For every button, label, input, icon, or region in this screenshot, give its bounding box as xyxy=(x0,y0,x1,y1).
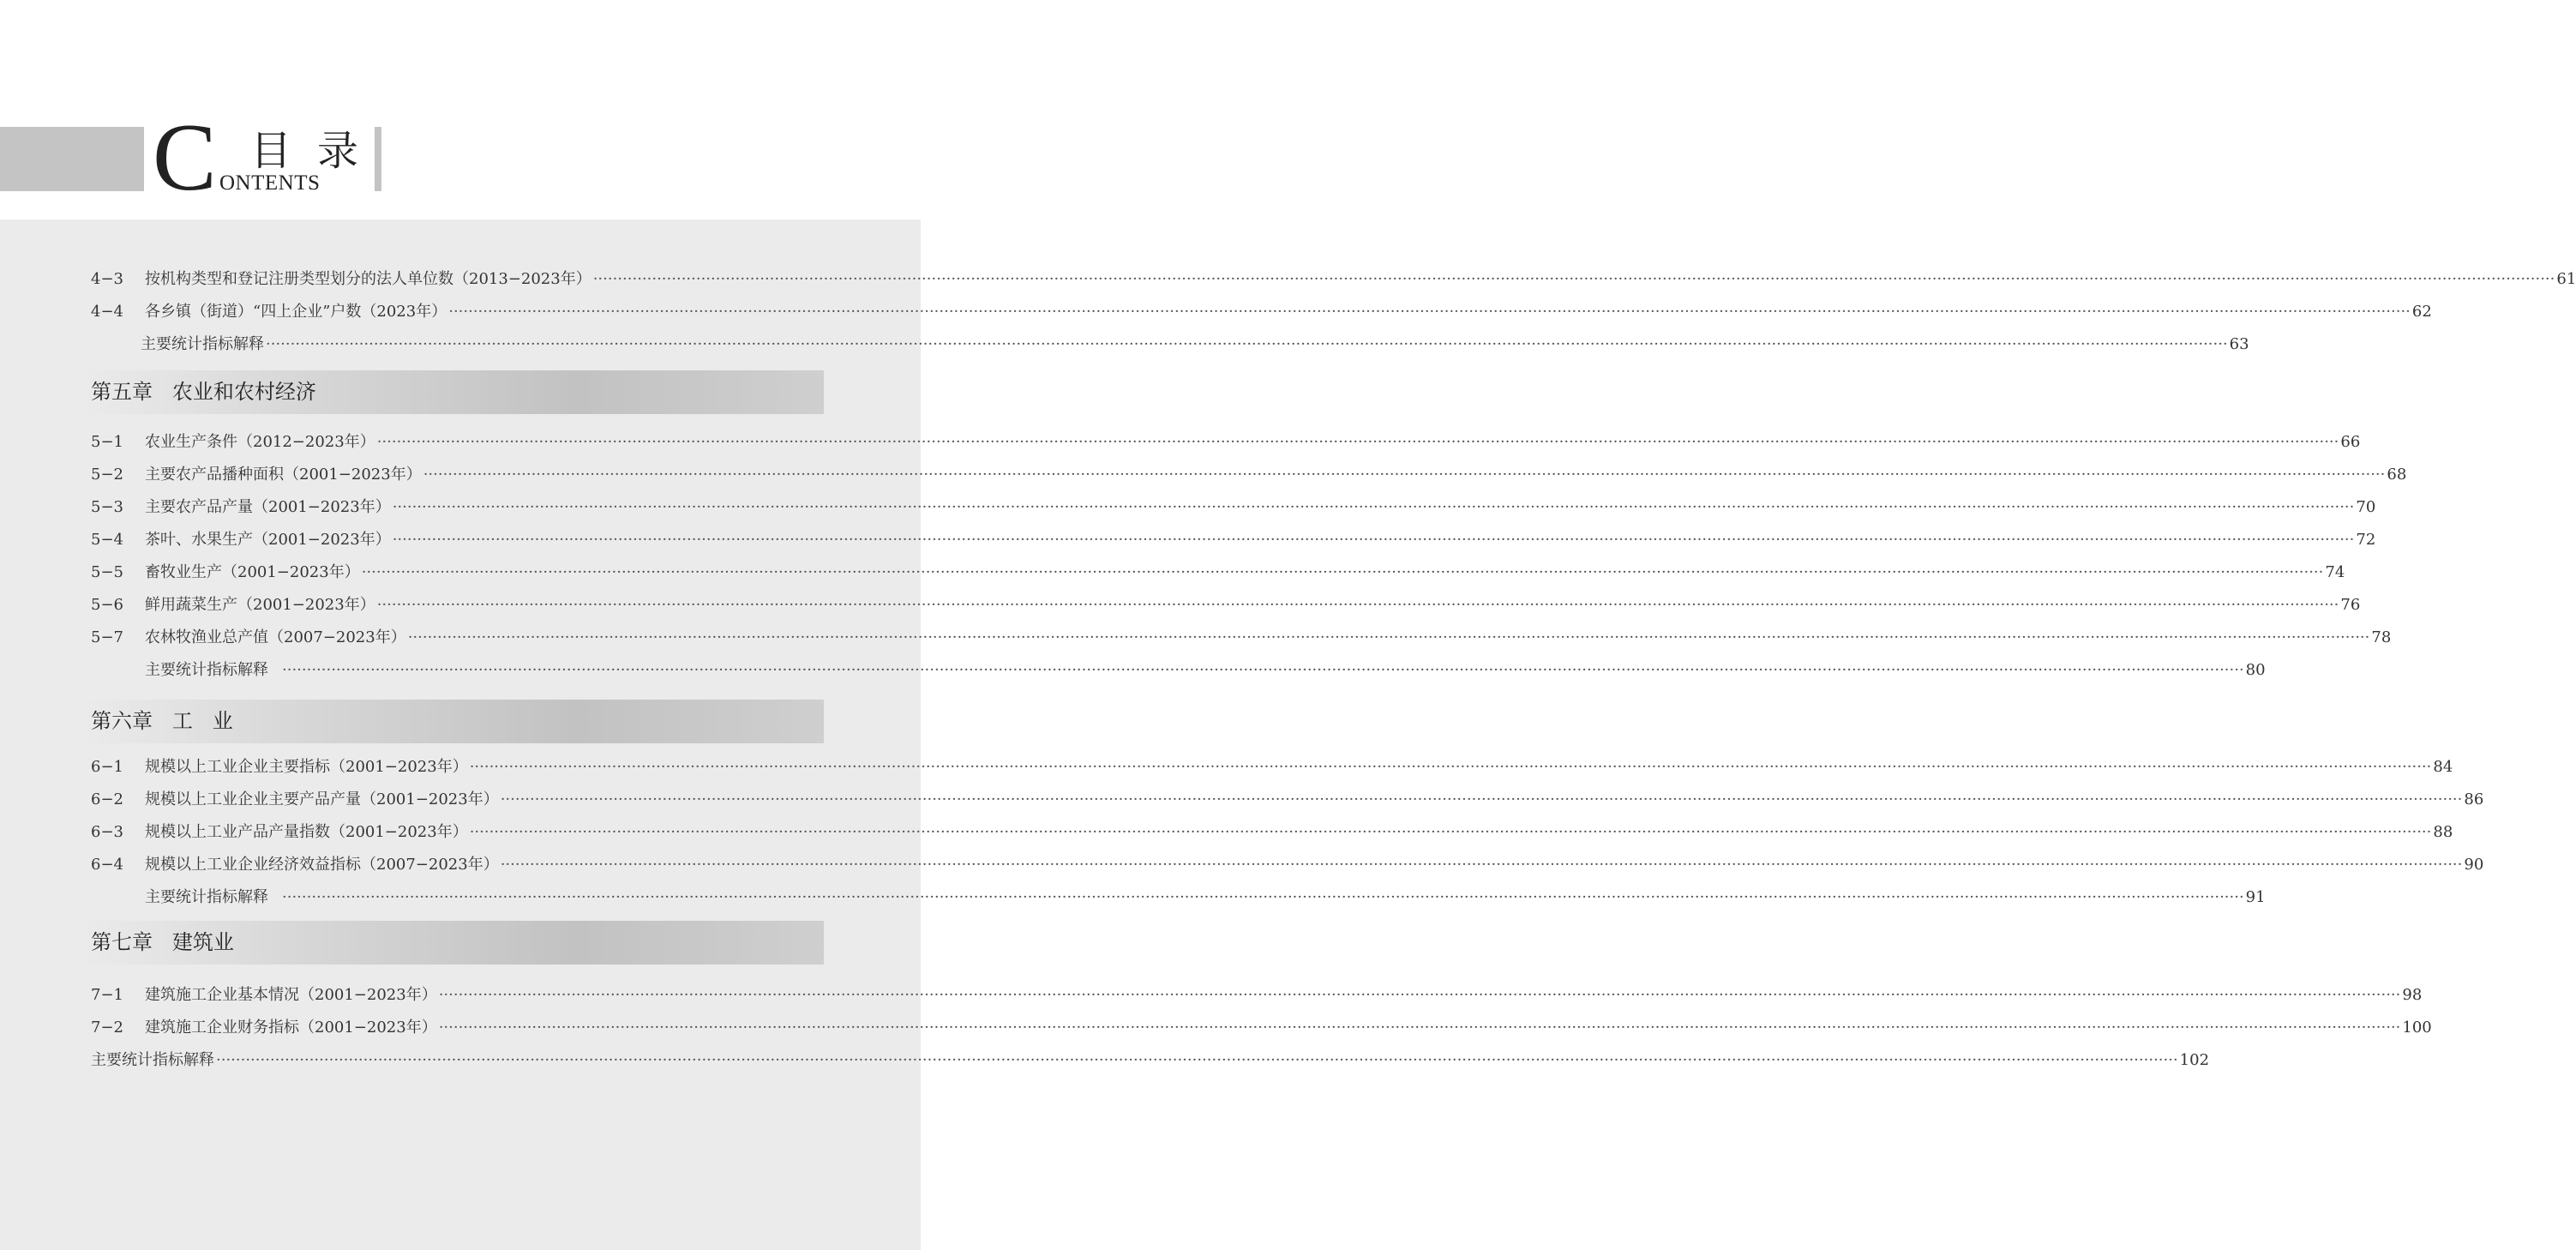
toc-entry-number: 5−2 xyxy=(91,466,123,484)
toc-entry[interactable] xyxy=(91,788,2484,812)
toc-entry-number: 6−3 xyxy=(91,823,123,841)
toc-entry[interactable] xyxy=(91,561,2345,585)
chapter-heading-bar[interactable] xyxy=(0,921,824,965)
toc-entry-number: 5−7 xyxy=(91,628,123,646)
toc-entry-number: 5−3 xyxy=(91,498,123,516)
toc-entry-number: 7−2 xyxy=(91,1019,123,1037)
toc-leader-dots: ················································································································································································································································································································································································································ xyxy=(376,433,2339,451)
toc-entry[interactable] xyxy=(91,300,2432,324)
toc-entry[interactable] xyxy=(91,1049,2210,1073)
toc-entry-number: 5−1 xyxy=(91,433,123,451)
toc-entry-page: 63 xyxy=(2229,335,2249,353)
toc-entry-title: 建筑施工企业财务指标（2001−2023年） xyxy=(145,1019,437,1037)
chapter-title: 第七章 建筑业 xyxy=(91,930,234,954)
toc-leader-dots: ················································································································································································································································································································································································································ xyxy=(282,661,2244,679)
toc-entry-page: 90 xyxy=(2464,856,2484,874)
toc-entry-page: 102 xyxy=(2179,1051,2210,1069)
chapter-title: 第五章 农业和农村经济 xyxy=(91,380,316,404)
toc-entry-number: 4−4 xyxy=(91,303,123,321)
toc-leader-dots: ················································································································································································································································································································································································································ xyxy=(448,303,2411,321)
chapter-heading-bar[interactable] xyxy=(0,370,824,414)
toc-entry-title: 鲜用蔬菜生产（2001−2023年） xyxy=(145,596,375,614)
toc-entry-page: 76 xyxy=(2340,596,2361,614)
chapter-heading-bar[interactable] xyxy=(0,700,824,743)
toc-entry-number: 5−4 xyxy=(91,531,123,549)
toc-entry-title: 畜牧业生产（2001−2023年） xyxy=(145,563,360,581)
toc-entry-title: 规模以上工业企业经济效益指标（2007−2023年） xyxy=(145,856,499,874)
toc-entry-number: 4−3 xyxy=(91,270,123,288)
toc-leader-dots: ················································································································································································································································································································································································································ xyxy=(438,986,2401,1004)
toc-entry-title: 农林牧渔业总产值（2007−2023年） xyxy=(145,628,406,646)
toc-entry-page: 72 xyxy=(2356,531,2376,549)
toc-entry[interactable] xyxy=(91,626,2392,650)
toc-entry[interactable] xyxy=(91,886,2266,910)
toc-entry-number: 6−4 xyxy=(91,856,123,874)
toc-entry-page: 62 xyxy=(2411,303,2432,321)
toc-entry-title: 各乡镇（街道）“四上企业”户数（2023年） xyxy=(145,303,447,321)
toc-entry-title: 规模以上工业企业主要指标（2001−2023年） xyxy=(145,758,468,776)
toc-leader-dots: ················································································································································································································································································································································································································ xyxy=(282,888,2244,906)
toc-entry-title: 主要统计指标解释 xyxy=(145,888,268,906)
toc-leader-dots: ················································································································································································································································································································································································································ xyxy=(500,856,2463,874)
toc-entry[interactable] xyxy=(91,463,2407,487)
toc-entry-page: 80 xyxy=(2245,661,2266,679)
toc-entry-page: 91 xyxy=(2245,888,2266,906)
toc-leader-dots: ················································································································································································································································································································································································································ xyxy=(376,596,2339,614)
toc-leader-dots: ················································································································································································································································································································································································································ xyxy=(469,823,2432,841)
toc-entry-number: 6−1 xyxy=(91,758,123,776)
header-decor-bar-left xyxy=(0,127,144,191)
toc-leader-dots: ················································································································································································································································································································································································································ xyxy=(592,270,2555,288)
toc-entry-title: 建筑施工企业基本情况（2001−2023年） xyxy=(145,986,437,1004)
toc-entry-page: 74 xyxy=(2325,563,2345,581)
toc-entry-title: 主要统计指标解释 xyxy=(145,661,268,679)
toc-entry-title: 农业生产条件（2012−2023年） xyxy=(145,433,375,451)
contents-title-chinese: 目录 xyxy=(250,127,385,175)
toc-entry-page: 100 xyxy=(2402,1019,2432,1037)
toc-entry[interactable] xyxy=(91,267,2576,291)
toc-entry-page: 68 xyxy=(2387,466,2407,484)
chapter-title: 第六章 工 业 xyxy=(91,709,233,733)
toc-entry-title: 主要农产品播种面积（2001−2023年） xyxy=(145,466,422,484)
contents-title-rest: ONTENTS xyxy=(219,171,321,195)
toc-entry-page: 61 xyxy=(2556,270,2576,288)
toc-leader-dots: ················································································································································································································································································································································································································ xyxy=(361,563,2324,581)
toc-entry[interactable] xyxy=(91,593,2361,617)
toc-entry-title: 规模以上工业企业主要产品产量（2001−2023年） xyxy=(145,790,499,808)
toc-entry-title: 规模以上工业产品产量指数（2001−2023年） xyxy=(145,823,468,841)
toc-entry-number: 5−5 xyxy=(91,563,123,581)
toc-entry[interactable] xyxy=(91,820,2453,844)
toc-leader-dots: ················································································································································································································································································································································································································ xyxy=(392,498,2355,516)
toc-leader-dots: ················································································································································································································································································································································································································ xyxy=(438,1019,2401,1037)
toc-entry-page: 98 xyxy=(2402,986,2423,1004)
toc-entry-title: 茶叶、水果生产（2001−2023年） xyxy=(145,531,391,549)
contents-title-letter: C xyxy=(153,105,217,211)
toc-entry[interactable] xyxy=(91,528,2376,552)
toc-leader-dots: ················································································································································································································································································································································································································ xyxy=(423,466,2386,484)
toc-entry-page: 88 xyxy=(2433,823,2453,841)
toc-leader-dots: ················································································································································································································································································································································································································ xyxy=(266,335,2228,353)
toc-entry[interactable] xyxy=(91,755,2453,779)
toc-entry-title: 主要统计指标解释 xyxy=(141,335,264,353)
toc-leader-dots: ················································································································································································································································································································································································································ xyxy=(469,758,2432,776)
toc-leader-dots: ················································································································································································································································································································································································································ xyxy=(407,628,2370,646)
toc-entry-title: 主要农产品产量（2001−2023年） xyxy=(145,498,391,516)
toc-entry[interactable] xyxy=(91,658,2266,682)
toc-entry[interactable] xyxy=(91,430,2361,454)
toc-leader-dots: ················································································································································································································································································································································································································ xyxy=(500,790,2463,808)
toc-entry[interactable] xyxy=(141,333,2249,357)
toc-entry-number: 6−2 xyxy=(91,790,123,808)
toc-entry-page: 86 xyxy=(2464,790,2484,808)
toc-entry[interactable] xyxy=(91,983,2423,1007)
toc-entry-page: 66 xyxy=(2340,433,2361,451)
toc-entry-page: 70 xyxy=(2356,498,2376,516)
toc-entry-page: 78 xyxy=(2371,628,2392,646)
toc-entry[interactable] xyxy=(91,496,2376,520)
toc-entry[interactable] xyxy=(91,853,2484,877)
toc-leader-dots: ················································································································································································································································································································································································································ xyxy=(392,531,2355,549)
toc-entry-number: 5−6 xyxy=(91,596,123,614)
toc-entry-page: 84 xyxy=(2433,758,2453,776)
toc-entry-number: 7−1 xyxy=(91,986,123,1004)
toc-leader-dots: ················································································································································································································································································································································································································ xyxy=(216,1051,2178,1069)
toc-entry[interactable] xyxy=(91,1016,2432,1040)
toc-entry-title: 主要统计指标解释 xyxy=(91,1051,214,1069)
toc-entry-title: 按机构类型和登记注册类型划分的法人单位数（2013−2023年） xyxy=(145,270,591,288)
